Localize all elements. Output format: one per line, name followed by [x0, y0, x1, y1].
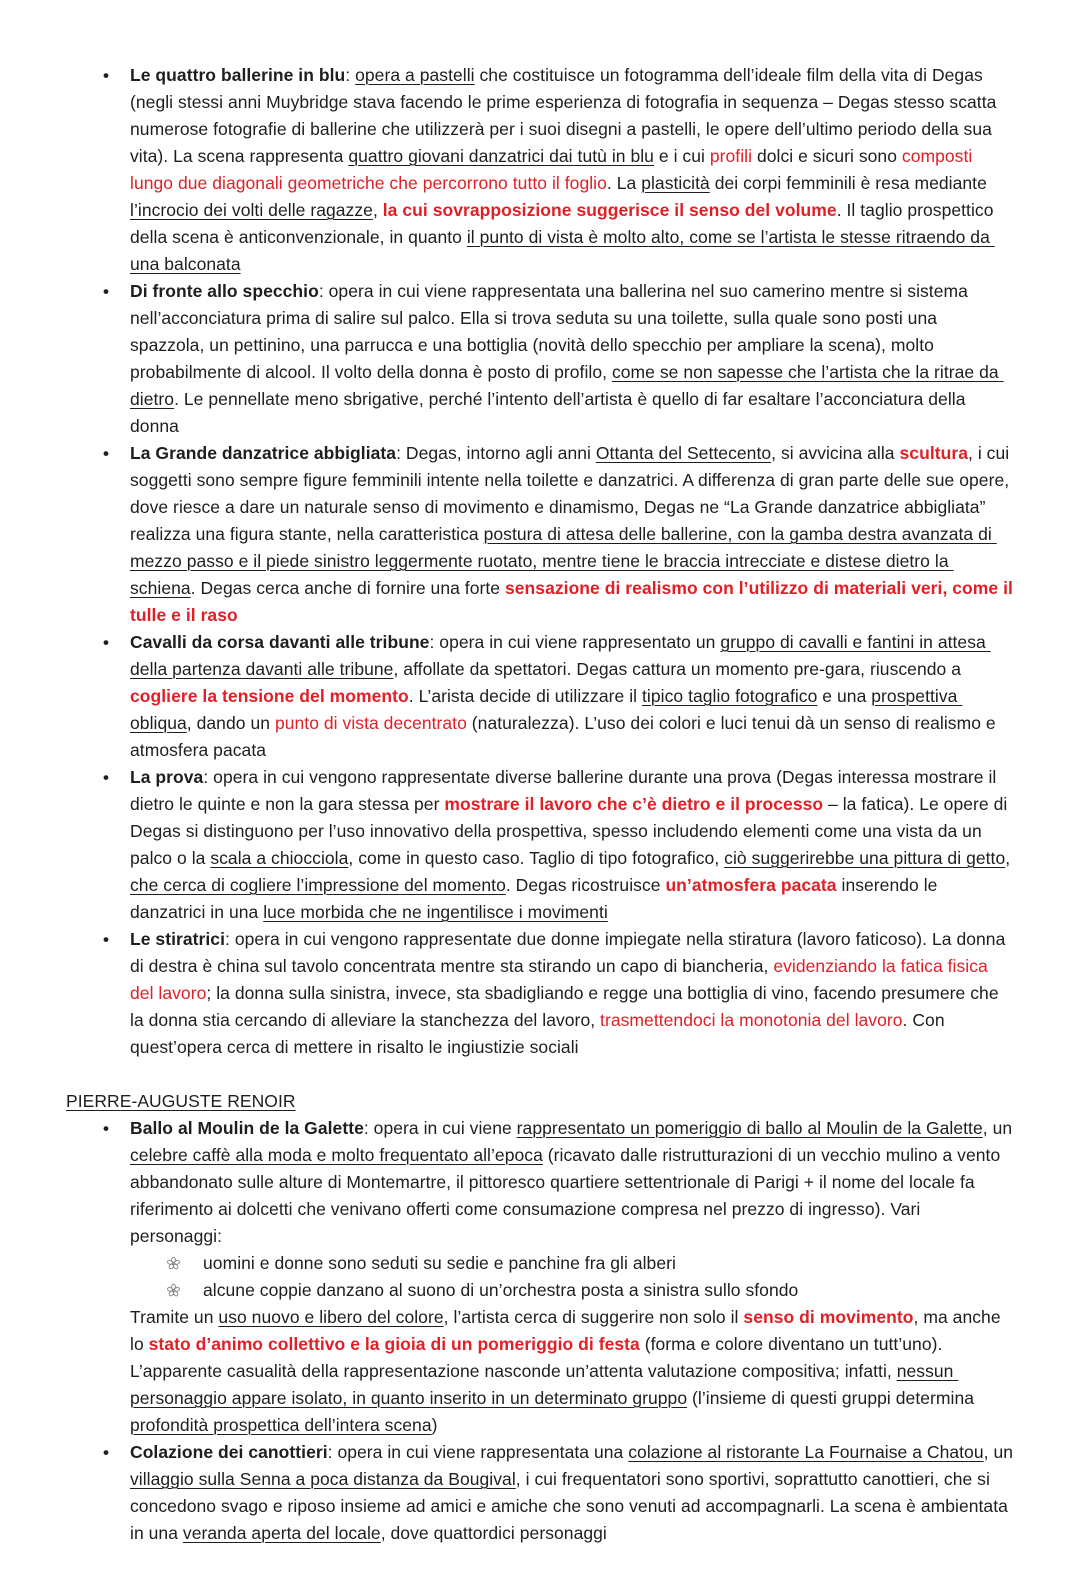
text-segment: quattro giovani danzatrici dai tutù in blu — [348, 146, 654, 166]
bullet-dot-icon: • — [103, 282, 110, 301]
section-heading — [66, 1088, 1015, 1115]
text-segment: : opera in cui vengono rappresentate due donne impiegate nella stiratura (lavoro faticoso). La donna di destra è china sul tavolo concentrata mentre sta stirando un capo di biancheria, — [130, 929, 1011, 976]
item-text — [130, 1439, 1018, 1547]
item-text — [130, 1304, 1015, 1439]
text-segment: : Degas, intorno agli anni — [396, 443, 596, 463]
text-segment: , si avvicina alla — [771, 443, 900, 463]
text-segment: . Con quest’opera cerca di mettere in risalto le ingiustizie sociali — [130, 1010, 950, 1057]
bullet-item — [66, 1439, 1018, 1547]
text-segment: Cavalli da corsa davanti alle tribune — [130, 632, 430, 652]
text-segment: nessun personaggio appare isolato, in quanto inserito in un determinato gruppo — [130, 1361, 959, 1408]
bullet-dot-icon: • — [103, 633, 110, 652]
text-segment: Ottanta del Settecento — [595, 443, 772, 463]
text-segment: PIERRE-AUGUSTE RENOIR — [66, 1091, 296, 1111]
text-segment: , l’artista cerca di suggerire non solo il — [443, 1307, 744, 1327]
text-segment: inserendo le danzatrici in una — [130, 875, 943, 922]
item-text — [203, 1250, 1015, 1277]
text-segment: veranda aperta del locale — [182, 1523, 381, 1543]
item-text — [130, 764, 1015, 926]
text-segment: alcune coppie danzano al suono di un’orchestra posta a sinistra sullo sfondo — [203, 1280, 799, 1300]
text-segment: cogliere la tensione del momento — [130, 686, 409, 706]
text-segment: , dando un — [186, 713, 275, 733]
text-segment: il punto di vista è molto alto, come se l’artista le stesse ritraendo da una balconata — [130, 227, 995, 274]
text-segment: un’atmosfera pacata — [665, 875, 837, 895]
text-segment: : opera in cui viene rappresentato un — [429, 632, 721, 652]
bullet-dot-icon: • — [103, 1119, 110, 1138]
text-segment: rappresentato un pomeriggio di ballo al Moulin de la Galette — [516, 1118, 983, 1138]
sub-bullet-item — [66, 1250, 1015, 1277]
text-segment: prospettiva obliqua — [130, 686, 963, 733]
text-segment: (naturalezza). L’uso dei colori e luci tenui dà un senso di realismo e atmosfera pacata — [130, 713, 1001, 760]
text-segment: l’incrocio dei volti delle ragazze — [130, 200, 373, 220]
text-segment: ; la donna sulla sinistra, invece, sta sbadigliando e regge una bottiglia di vino, facendo presumere che la donna stia cercando di alleviare la stanchezza del lavoro, — [130, 983, 1004, 1030]
bullet-item — [66, 764, 1015, 926]
text-segment: dolci e sicuri sono — [752, 146, 902, 166]
text-segment: , un — [982, 1118, 1018, 1138]
text-segment: , — [1005, 848, 1016, 868]
text-segment: dei corpi femminili è resa mediante — [709, 173, 992, 193]
text-segment: scala a chiocciola — [210, 848, 349, 868]
text-segment: profondità prospettica dell’intera scena — [130, 1415, 432, 1435]
flower-bullet-icon — [166, 1250, 203, 1271]
text-segment: (ricavato dalle ristrutturazioni di un vecchio mulino a vento abbandonato sulle alture di Montemartre, il pittoresco quartiere settentrionale di Parigi + il nome del locale fa riferimento ai dolcetti che venivano offerti come consumazione compresa nel prezzo di ingresso). Vari personaggi: — [130, 1145, 1006, 1246]
bullet-item — [66, 926, 1015, 1061]
text-segment: che costituisce un fotogramma dell’ideale film della vita di Degas (negli stessi anni Muybridge stava facendo le prime esperienza di fotografia in sequenza – Degas stesso scatta numerose fotografie di ballerine che utilizzerà per i suoi disegni a pastelli, le opere dell’ultimo periodo della sua vita). La scena rappresenta — [130, 65, 1002, 166]
sub-bullet-item — [66, 1277, 1015, 1304]
flower-bullet-icon — [166, 1277, 203, 1298]
text-segment: ciò suggerirebbe una pittura di getto — [724, 848, 1006, 868]
bullet-item — [66, 440, 1018, 629]
text-segment: scultura — [899, 443, 968, 463]
item-text — [130, 278, 1015, 440]
bullet-item — [66, 62, 1015, 278]
text-segment: colazione al ristorante La Fournaise a Chatou — [628, 1442, 984, 1462]
bullet-item — [66, 629, 1015, 764]
item-text — [130, 926, 1015, 1061]
text-segment: , — [372, 200, 383, 220]
item-text — [130, 629, 1015, 764]
text-segment: trasmettendoci la monotonia del lavoro — [600, 1010, 903, 1030]
bullet-dot-icon: • — [103, 444, 110, 463]
text-segment: . Il taglio prospettico della scena è anticonvenzionale, in quanto — [130, 200, 999, 247]
text-segment: . L’arista decide di utilizzare il — [408, 686, 642, 706]
text-segment: Le stiratrici — [130, 929, 225, 949]
text-segment: , un — [983, 1442, 1018, 1462]
text-segment: ) — [431, 1415, 438, 1435]
text-segment: luce morbida che ne ingentilisce i movimenti — [263, 902, 608, 922]
text-segment: come se non sapesse che l’artista che la ritrae da dietro — [130, 362, 1004, 409]
text-segment: composti lungo due diagonali geometriche che percorrono tutto il foglio — [130, 146, 978, 193]
text-segment: postura di attesa delle ballerine, con la gamba destra avanzata di mezzo passo e il piede sinistro leggermente ruotato, mentre tiene le braccia intrecciate e distese dietro la schiena — [130, 524, 997, 598]
text-segment: , dove quattordici personaggi — [380, 1523, 607, 1543]
text-segment: : opera in cui vengono rappresentate diverse ballerine durante una prova (Degas interessa mostrare il dietro le quinte e non la gara stessa per — [130, 767, 1002, 814]
text-segment: e una — [817, 686, 872, 706]
text-segment: e i cui — [653, 146, 710, 166]
text-segment: Di fronte allo specchio — [130, 281, 319, 301]
text-segment: Ballo al Moulin de la Galette — [130, 1118, 364, 1138]
bullet-dot-icon: • — [103, 768, 110, 787]
text-segment: : opera in cui viene rappresentata una ballerina nel suo camerino mentre si sistema nell’acconciatura prima di salire sul palco. Ella si trova seduta su una toilette, sulla quale sono posti una spazzola, un pettinino, una parrucca e una bottiglia (novità dello specchio per ampliare la scena), molto probabilmente di alcool. Il volto della donna è posto di profilo, — [130, 281, 973, 382]
notes-content — [66, 62, 1018, 1547]
text-segment: plasticità — [641, 173, 710, 193]
text-segment: opera a pastelli — [355, 65, 475, 85]
text-segment: . La — [606, 173, 642, 193]
text-segment: , i cui frequentatori sono sportivi, soprattutto canottieri, che si concedono svago e riposo insieme ad amici e amiche che sono venuti ad accompagnarli. La scena è ambientata in una — [130, 1469, 1013, 1543]
item-text — [130, 440, 1018, 629]
text-segment: , affollate da spettatori. Degas cattura un momento pre-gara, riuscendo a — [393, 659, 966, 679]
text-segment: (forma e colore diventano un tutt’uno). L’apparente casualità della rappresentazione nasconde un’attenta valutazione compositiva; infatti, — [130, 1334, 948, 1381]
item-text — [130, 62, 1015, 278]
text-segment: . Degas ricostruisce — [505, 875, 666, 895]
text-segment: stato d’animo collettivo e la gioia di un pomeriggio di festa — [148, 1334, 640, 1354]
text-segment: : opera in cui viene rappresentata una — [327, 1442, 629, 1462]
text-segment: , come in questo caso. Taglio di tipo fotografico, — [348, 848, 725, 868]
text-segment: Le quattro ballerine in blu — [130, 65, 346, 85]
text-segment: punto di vista decentrato — [274, 713, 467, 733]
continuation-paragraph — [66, 1304, 1015, 1439]
text-segment: celebre caffè alla moda e molto frequentato all’epoca — [130, 1145, 543, 1165]
bullet-item — [66, 278, 1015, 440]
text-segment: che cerca di cogliere l’impressione del momento — [130, 875, 506, 895]
text-segment: : — [345, 65, 356, 85]
text-segment: – la fatica). Le opere di Degas si distinguono per l’uso innovativo della prospettiva, spesso includendo elementi come una vista da un palco o la — [130, 794, 1013, 868]
text-segment: , ma anche lo — [130, 1307, 1006, 1354]
text-segment: (l’insieme di questi gruppi determina — [687, 1388, 979, 1408]
bullet-item — [66, 1115, 1018, 1250]
text-segment: : opera in cui viene — [363, 1118, 517, 1138]
text-segment: evidenziando la fatica fisica del lavoro — [130, 956, 993, 1003]
item-text — [203, 1277, 1015, 1304]
text-segment: senso di movimento — [743, 1307, 914, 1327]
text-segment: uso nuovo e libero del colore — [218, 1307, 444, 1327]
text-segment: . Degas cerca anche di fornire una forte — [190, 578, 505, 598]
text-segment: La Grande danzatrice abbigliata — [130, 443, 397, 463]
text-segment: , i cui soggetti sono sempre figure femminili intente nella toilette e danzatrici. A differenza di gran parte delle sue opere, dove riesce a dare un naturale senso di movimento e dinamismo, Degas ne “La Grande danzatrice abbigliata” realizza una figura stante, nella caratteristica — [130, 443, 1015, 544]
text-segment: . Le pennellate meno sbrigative, perché l’intento dell’artista è quello di far esaltare l’acconciatura della donna — [130, 389, 971, 436]
item-text — [130, 1115, 1018, 1250]
bullet-dot-icon: • — [103, 66, 110, 85]
text-segment: Tramite un — [130, 1307, 219, 1327]
text-segment: la cui sovrapposizione suggerisce il senso del volume — [382, 200, 837, 220]
bullet-dot-icon: • — [103, 1443, 110, 1462]
bullet-dot-icon: • — [103, 930, 110, 949]
text-segment: gruppo di cavalli e fantini in attesa della partenza davanti alle tribune — [130, 632, 991, 679]
text-segment: La prova — [130, 767, 204, 787]
text-segment: uomini e donne sono seduti su sedie e panchine fra gli alberi — [203, 1253, 676, 1273]
text-segment: Colazione dei canottieri — [130, 1442, 328, 1462]
text-segment: villaggio sulla Senna a poca distanza da Bougival — [130, 1469, 516, 1489]
text-segment: mostrare il lavoro che c’è dietro e il processo — [444, 794, 824, 814]
text-segment: sensazione di realismo con l’utilizzo di materiali veri, come il tulle e il raso — [130, 578, 1018, 625]
text-segment: profili — [709, 146, 753, 166]
text-segment: tipico taglio fotografico — [642, 686, 818, 706]
